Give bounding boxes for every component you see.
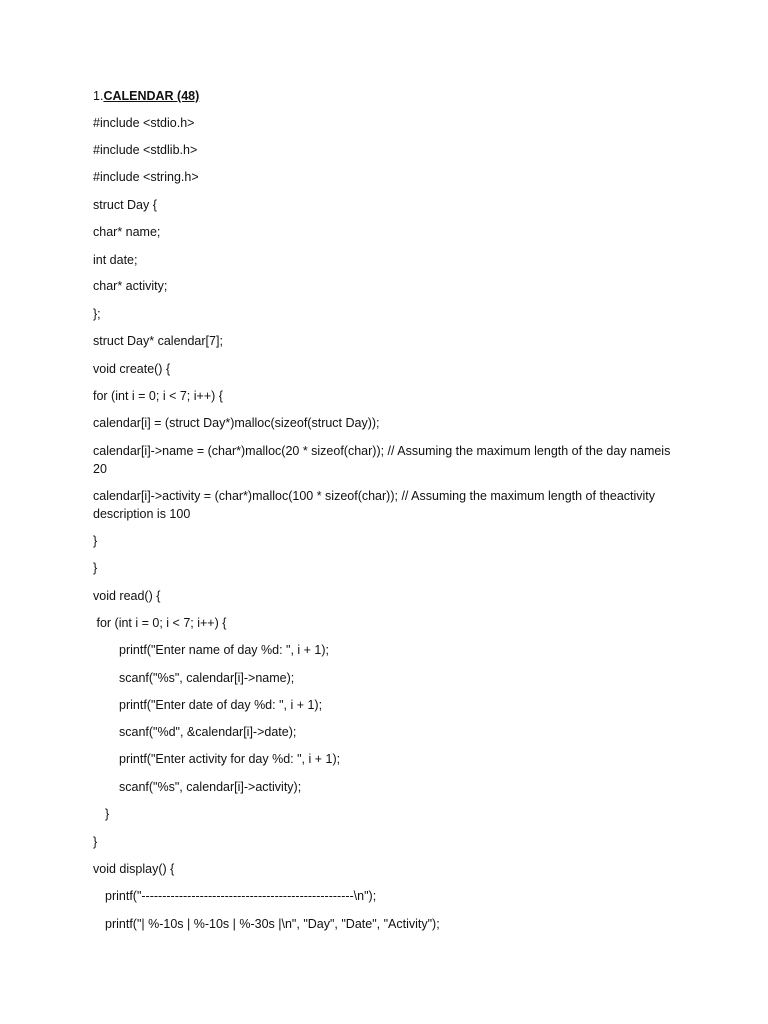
code-line: } xyxy=(93,534,98,548)
code-line: struct Day { xyxy=(93,198,157,212)
code-line: #include <stdio.h> xyxy=(93,116,195,130)
code-line: } xyxy=(105,807,110,821)
code-line: printf("Enter date of day %d: ", i + 1); xyxy=(119,698,323,712)
code-line: struct Day* calendar[7]; xyxy=(93,334,223,348)
code-line: scanf("%d", &calendar[i]->date); xyxy=(119,725,297,739)
code-line: void read() { xyxy=(93,589,161,603)
heading-title: CALENDAR (48) xyxy=(103,89,200,103)
code-line: int date; xyxy=(93,253,138,267)
document-heading xyxy=(93,87,199,105)
code-line: calendar[i]->activity = (char*)malloc(100 * sizeof(char)); // Assuming the maximum length of theactivity description is 100 xyxy=(93,489,656,521)
code-line: void create() { xyxy=(93,362,171,376)
code-line: }; xyxy=(93,307,101,321)
code-line: #include <string.h> xyxy=(93,170,199,184)
code-line: scanf("%s", calendar[i]->name); xyxy=(119,671,295,685)
code-line: for (int i = 0; i < 7; i++) { xyxy=(93,389,223,403)
code-line: for (int i = 0; i < 7; i++) { xyxy=(93,616,227,630)
code-line: } xyxy=(93,561,98,575)
heading-number: 1. xyxy=(93,89,104,103)
code-line: #include <stdlib.h> xyxy=(93,143,198,157)
code-line: char* name; xyxy=(93,225,161,239)
code-line: calendar[i]->name = (char*)malloc(20 * sizeof(char)); // Assuming the maximum length of the day nameis 20 xyxy=(93,444,671,476)
code-line: calendar[i] = (struct Day*)malloc(sizeof(struct Day)); xyxy=(93,416,380,430)
code-line: } xyxy=(93,835,98,849)
code-line: printf("---------------------------------------------------\n"); xyxy=(105,889,377,903)
code-line: printf("Enter name of day %d: ", i + 1); xyxy=(119,643,330,657)
code-line: printf("Enter activity for day %d: ", i + 1); xyxy=(119,752,341,766)
code-line: void display() { xyxy=(93,862,175,876)
code-line: char* activity; xyxy=(93,279,168,293)
code-line: scanf("%s", calendar[i]->activity); xyxy=(119,780,302,794)
code-line: printf("| %-10s | %-10s | %-30s |\n", "Day", "Date", "Activity"); xyxy=(105,917,440,931)
